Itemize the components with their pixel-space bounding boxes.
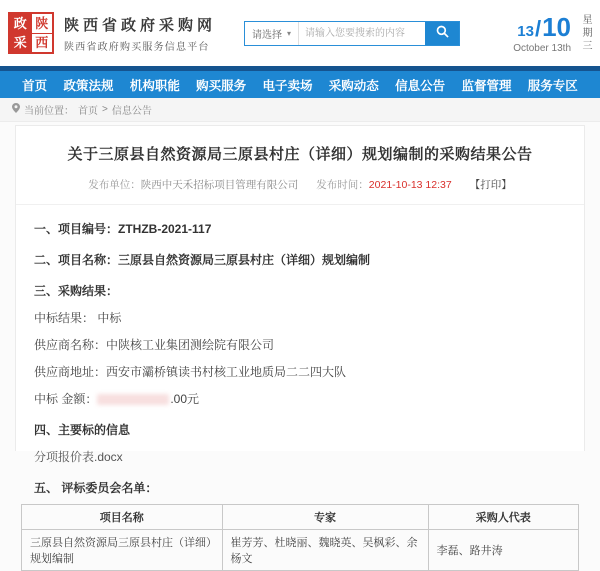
date-month: 10 bbox=[542, 12, 571, 42]
nav-item-news[interactable]: 采购动态 bbox=[328, 78, 379, 93]
logo-char: 陕 bbox=[32, 14, 53, 33]
search-icon bbox=[436, 25, 449, 41]
publish-time-label: 发布时间： bbox=[316, 179, 369, 191]
logo-char: 西 bbox=[32, 34, 53, 53]
date-widget bbox=[513, 12, 590, 54]
publisher-value: 陕西中天禾招标项目管理有限公司 bbox=[140, 179, 299, 191]
nav-item-purchase[interactable]: 购买服务 bbox=[196, 78, 247, 93]
site-title: 陕西省政府采购网 bbox=[64, 16, 217, 34]
nav-item-functions[interactable]: 机构职能 bbox=[129, 78, 180, 93]
site-subtitle: 陕西省政府购买服务信息平台 bbox=[64, 41, 210, 53]
date-day: 13 bbox=[517, 23, 534, 40]
cell-experts: 崔芳芳、杜晓丽、魏晓英、吴枫彩、余杨文 bbox=[222, 530, 428, 571]
nav-item-announcements[interactable]: 信息公告 bbox=[395, 78, 446, 93]
supplier-name: 供应商名称：中陕核工业集团测绘院有限公司 bbox=[34, 338, 275, 352]
weekday-label: 星期三 bbox=[580, 13, 591, 53]
section-committee: 五、 评标委员会名单： bbox=[34, 481, 158, 495]
attachment-link[interactable]: 分项报价表.docx bbox=[34, 450, 123, 464]
breadcrumb-separator: > bbox=[102, 104, 108, 115]
section-subject-info: 四、主要标的信息 bbox=[34, 423, 131, 437]
bid-amount bbox=[34, 390, 566, 407]
breadcrumb-current[interactable]: 信息公告 bbox=[111, 106, 152, 117]
main-navigation bbox=[0, 71, 600, 98]
logo-char: 政 bbox=[10, 14, 31, 33]
date-english: October 13th bbox=[513, 43, 571, 54]
publish-time-value: 2021-10-13 12:37 bbox=[368, 179, 452, 191]
publisher-label: 发布单位： bbox=[88, 179, 141, 191]
article-meta bbox=[16, 177, 584, 192]
nav-item-policies[interactable]: 政策法规 bbox=[63, 78, 114, 93]
table-row bbox=[22, 530, 579, 571]
committee-table bbox=[21, 504, 579, 571]
committee-table-wrap bbox=[16, 496, 584, 571]
bid-result: 中标结果： 中标 bbox=[34, 311, 122, 325]
search-input[interactable] bbox=[299, 22, 425, 45]
breadcrumb-home[interactable]: 首页 bbox=[78, 106, 98, 117]
site-titles bbox=[64, 14, 232, 53]
location-pin-icon bbox=[12, 103, 20, 116]
search-category-select[interactable] bbox=[245, 22, 299, 45]
site-header bbox=[0, 0, 600, 66]
section-project-number: 一、项目编号：ZTHZB-2021-117 bbox=[34, 222, 212, 236]
nav-item-emarket[interactable]: 电子卖场 bbox=[262, 78, 313, 93]
nav-item-home[interactable]: 首页 bbox=[22, 78, 48, 93]
redacted-amount bbox=[97, 394, 169, 405]
article-body bbox=[16, 205, 584, 496]
col-purchaser-reps: 采购人代表 bbox=[428, 505, 578, 530]
table-header-row bbox=[22, 505, 579, 530]
section-project-name: 二、项目名称：三原县自然资源局三原县村庄（详细）规划编制 bbox=[34, 253, 371, 267]
cell-purchaser-reps: 李磊、路井涛 bbox=[428, 530, 578, 571]
breadcrumb-prefix: 当前位置： bbox=[24, 106, 74, 117]
search-button[interactable] bbox=[425, 22, 459, 45]
nav-item-supervision[interactable]: 监督管理 bbox=[461, 78, 512, 93]
page-title: 关于三原县自然资源局三原县村庄（详细）规划编制的采购结果公告 bbox=[67, 146, 533, 163]
search-bar bbox=[244, 21, 460, 46]
print-button[interactable]: 【打印】 bbox=[469, 179, 512, 191]
supplier-address: 供应商地址：西安市灞桥镇读书村核工业地质局二二四大队 bbox=[34, 365, 347, 379]
chevron-down-icon: ▾ bbox=[287, 28, 292, 38]
bid-amount-suffix: .00元 bbox=[170, 392, 200, 406]
section-result-heading: 三、采购结果： bbox=[34, 284, 119, 298]
col-project-name: 项目名称 bbox=[22, 505, 223, 530]
logo-char: 采 bbox=[10, 34, 31, 53]
date-numeric bbox=[513, 12, 571, 43]
date-slash: / bbox=[534, 16, 542, 41]
col-experts: 专家 bbox=[222, 505, 428, 530]
nav-item-services[interactable]: 服务专区 bbox=[527, 78, 578, 93]
cell-project-name: 三原县自然资源局三原县村庄（详细）规划编制 bbox=[22, 530, 223, 571]
bid-amount-label: 中标 金额： bbox=[34, 392, 98, 406]
search-select-label: 请选择 bbox=[252, 29, 282, 41]
breadcrumb bbox=[0, 98, 600, 122]
announcement-card bbox=[15, 125, 585, 565]
site-logo bbox=[8, 12, 54, 54]
